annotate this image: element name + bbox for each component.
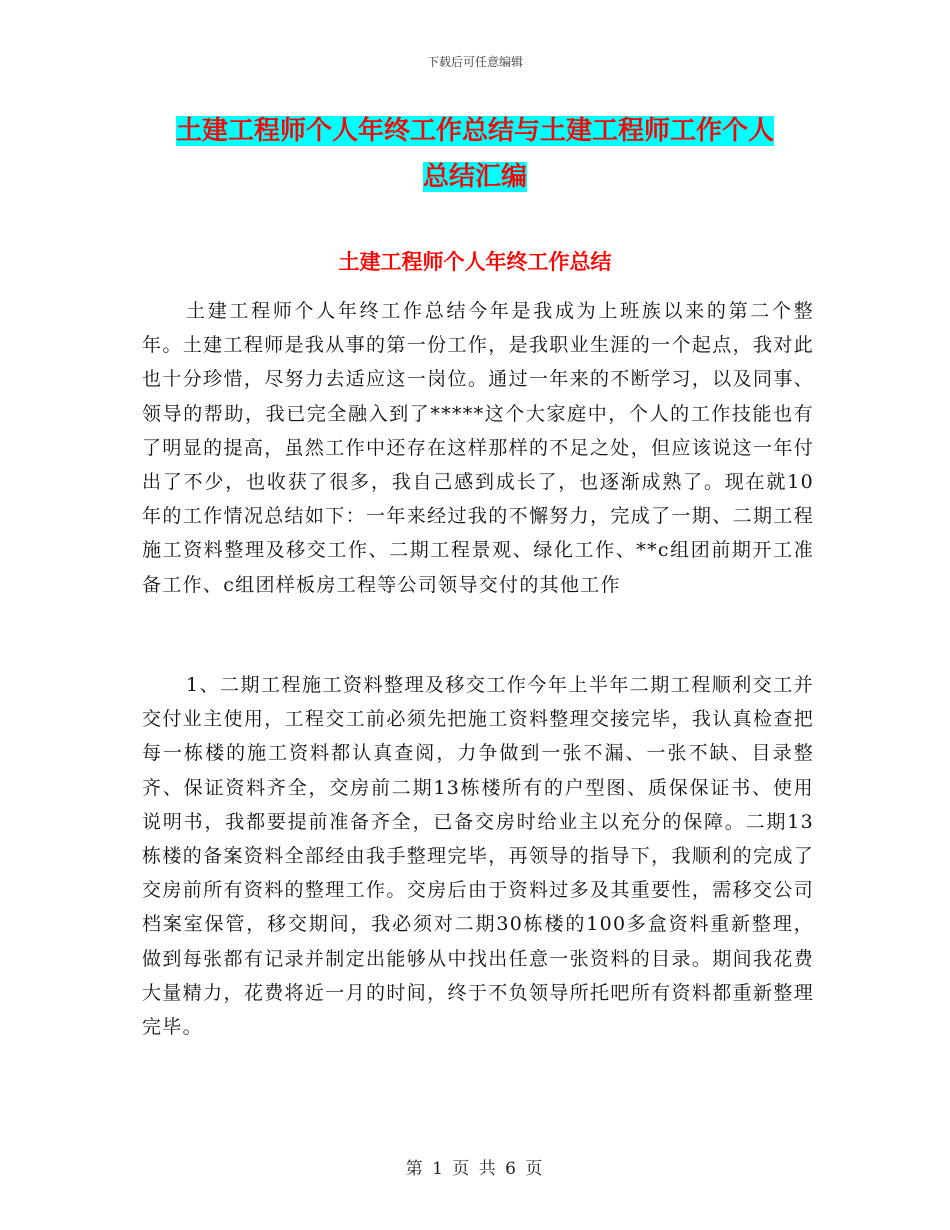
section-title: 土建工程师个人年终工作总结 bbox=[338, 250, 612, 274]
title-line-2: 总结汇编 bbox=[422, 162, 527, 192]
page-number: 第 1 页 共 6 页 bbox=[405, 1159, 545, 1179]
header-note: 下载后可任意编辑 bbox=[426, 55, 523, 69]
paragraph-intro: 土建工程师个人年终工作总结今年是我成为上班族以来的第二个整年。土建工程师是我从事的第一份工作，是我职业生涯的一个起点，我对此也十分珍惜，尽努力去适应这一岗位。通过一年来的不断学习，以及同事、领导的帮助，我已完全融入到了*****这个大家庭中，个人的工作技能也有了明显的提高，虽然工作中还存在这样那样的不足之处，但应该说这一年付出了不少，也收获了很多，我自己感到成长了，也逐渐成熟了。现在就10年的工作情况总结如下：一年来经过我的不懈努力，完成了一期、二期工程施工资料整理及移交工作、二期工程景观、绿化工作、**c组团前期开工准备工作、c组团样板房工程等公司领导交付的其他工作 bbox=[142, 300, 814, 596]
title-line-1: 土建工程师个人年终工作总结与土建工程师工作个人 bbox=[175, 116, 774, 146]
document-title bbox=[140, 108, 810, 200]
paragraph-item-1: 1、二期工程施工资料整理及移交工作今年上半年二期工程顺利交工并交付业主使用，工程交工前必须先把施工资料整理交接完毕，我认真检查把每一栋楼的施工资料都认真查阅，力争做到一张不漏、一张不缺、目录整齐、保证资料齐全，交房前二期13栋楼所有的户型图、质保保证书、使用说明书，我都要提前准备齐全，已备交房时给业主以充分的保障。二期13栋楼的备案资料全部经由我手整理完毕，再领导的指导下，我顺利的完成了交房前所有资料的整理工作。交房后由于资料过多及其重要性，需移交公司档案室保管，移交期间，我必须对二期30栋楼的100多盒资料重新整理，做到每张都有记录并制定出能够从中找出任意一张资料的目录。期间我花费大量精力，花费将近一月的时间，终于不负领导所托吧所有资料都重新整理完毕。 bbox=[142, 674, 814, 1039]
